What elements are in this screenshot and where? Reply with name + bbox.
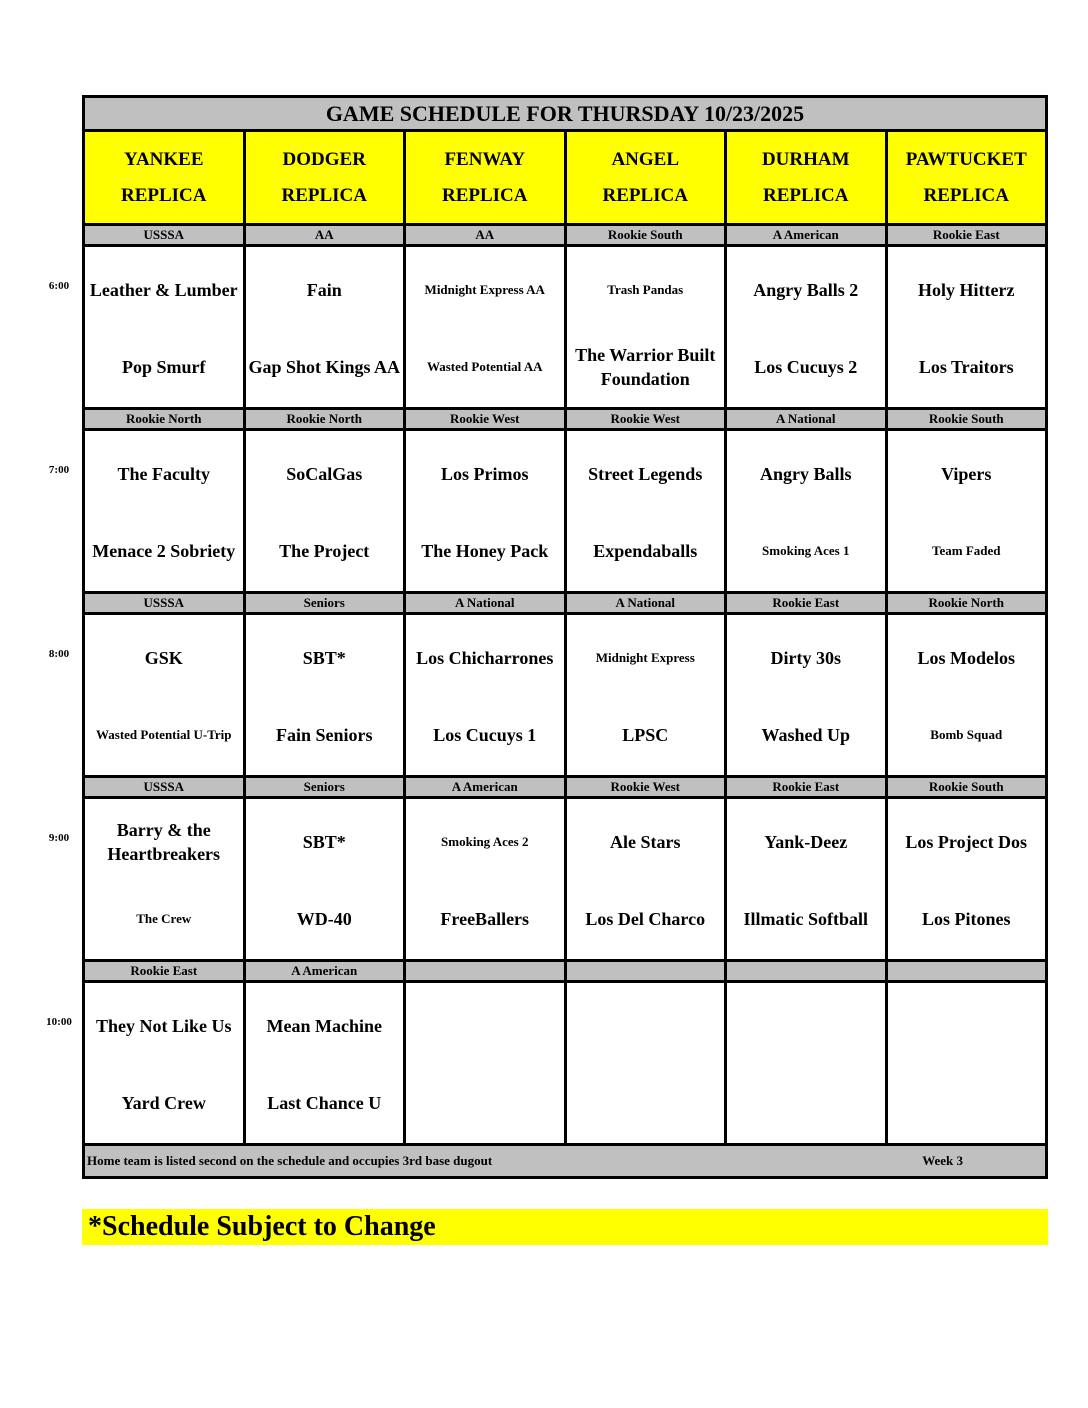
away-team bbox=[888, 983, 1046, 1063]
division-label bbox=[405, 961, 566, 982]
time-label: 10:00 bbox=[46, 1016, 72, 1028]
away-team bbox=[406, 983, 564, 1063]
game-cell bbox=[84, 614, 245, 777]
division-label: Rookie South bbox=[565, 225, 726, 246]
away-team: Midnight Express bbox=[595, 650, 695, 665]
schedule-container bbox=[82, 95, 1048, 1179]
home-team bbox=[406, 1063, 564, 1143]
away-team: GSK bbox=[144, 648, 183, 668]
away-team: SoCalGas bbox=[286, 464, 363, 484]
home-team: WD-40 bbox=[296, 909, 352, 929]
field-subtitle: REPLICA bbox=[762, 184, 849, 206]
game-row bbox=[84, 246, 1047, 409]
home-team: Last Chance U bbox=[267, 1093, 382, 1113]
game-cell bbox=[244, 798, 405, 961]
game-cell bbox=[405, 982, 566, 1145]
game-cell bbox=[565, 798, 726, 961]
home-team-note: Home team is listed second on the schedule and occupies 3rd base dugout bbox=[87, 1153, 493, 1168]
home-team: The Honey Pack bbox=[421, 541, 549, 561]
field-name: PAWTUCKET bbox=[905, 148, 1027, 170]
division-label bbox=[886, 961, 1047, 982]
division-label: Rookie North bbox=[886, 593, 1047, 614]
home-team: Expendaballs bbox=[593, 541, 698, 561]
away-team: Angry Balls 2 bbox=[753, 280, 859, 300]
time-label: 9:00 bbox=[48, 832, 70, 844]
game-row bbox=[84, 798, 1047, 961]
away-team: Dirty 30s bbox=[770, 648, 841, 668]
division-label: Seniors bbox=[244, 593, 405, 614]
footer-bar bbox=[84, 1145, 1047, 1178]
home-team: Wasted Potential U-Trip bbox=[95, 727, 232, 742]
away-team: Barry & the Heartbreakers bbox=[107, 820, 221, 864]
field-header-dodger bbox=[244, 131, 405, 225]
division-label: Rookie North bbox=[84, 409, 245, 430]
schedule-table bbox=[82, 95, 1048, 1179]
game-cell bbox=[565, 614, 726, 777]
field-header-durham bbox=[726, 131, 887, 225]
field-subtitle: REPLICA bbox=[120, 184, 207, 206]
division-label: Seniors bbox=[244, 777, 405, 798]
game-cell bbox=[726, 982, 887, 1145]
game-cell bbox=[726, 798, 887, 961]
field-subtitle: REPLICA bbox=[441, 184, 528, 206]
home-team: Washed Up bbox=[761, 725, 851, 745]
week-label: Week 3 bbox=[922, 1153, 963, 1168]
home-team: The Project bbox=[279, 541, 370, 561]
division-label: Rookie South bbox=[886, 777, 1047, 798]
away-team: Los Project Dos bbox=[905, 832, 1028, 852]
game-cell bbox=[244, 614, 405, 777]
field-header-angel bbox=[565, 131, 726, 225]
division-label: AA bbox=[244, 225, 405, 246]
field-subtitle: REPLICA bbox=[281, 184, 367, 206]
home-team: Illmatic Softball bbox=[743, 909, 868, 929]
division-label: Rookie West bbox=[565, 409, 726, 430]
game-cell bbox=[244, 246, 405, 409]
away-team: Mean Machine bbox=[266, 1016, 382, 1036]
schedule-title: GAME SCHEDULE FOR THURSDAY 10/23/2025 bbox=[84, 97, 1047, 131]
division-label: Rookie South bbox=[886, 409, 1047, 430]
away-team: SBT* bbox=[302, 832, 346, 852]
home-team: Wasted Potential AA bbox=[426, 359, 543, 374]
away-team: Los Modelos bbox=[917, 648, 1015, 668]
field-name: DODGER bbox=[282, 148, 366, 170]
field-name: FENWAY bbox=[444, 148, 526, 170]
home-team: Los Pitones bbox=[921, 909, 1011, 929]
division-label: USSSA bbox=[84, 593, 245, 614]
game-cell bbox=[886, 982, 1047, 1145]
away-team bbox=[567, 983, 725, 1063]
home-team: Menace 2 Sobriety bbox=[92, 541, 236, 561]
field-subtitle: REPLICA bbox=[923, 184, 1009, 206]
game-cell bbox=[726, 430, 887, 593]
division-label: Rookie East bbox=[726, 593, 887, 614]
game-cell bbox=[726, 614, 887, 777]
division-label: A American bbox=[726, 225, 887, 246]
home-team: LPSC bbox=[622, 725, 669, 745]
game-cell bbox=[565, 246, 726, 409]
game-cell bbox=[886, 246, 1047, 409]
game-cell bbox=[726, 246, 887, 409]
home-team: Gap Shot Kings AA bbox=[248, 357, 401, 377]
field-name: YANKEE bbox=[123, 148, 204, 170]
game-cell bbox=[565, 430, 726, 593]
home-team: Smoking Aces 1 bbox=[762, 543, 850, 558]
home-team: Pop Smurf bbox=[121, 357, 206, 377]
division-label: A National bbox=[726, 409, 887, 430]
away-team: Vipers bbox=[941, 464, 992, 484]
away-team: Smoking Aces 2 bbox=[441, 834, 529, 849]
division-label bbox=[726, 961, 887, 982]
game-cell bbox=[84, 798, 245, 961]
home-team: Los Cucuys 1 bbox=[433, 725, 537, 745]
game-cell bbox=[84, 982, 245, 1145]
home-team bbox=[567, 1063, 725, 1143]
division-label: Rookie East bbox=[84, 961, 245, 982]
home-team: Los Traitors bbox=[918, 357, 1014, 377]
home-team: Los Cucuys 2 bbox=[754, 357, 858, 377]
away-team: Los Chicharrones bbox=[416, 648, 554, 668]
game-row bbox=[84, 982, 1047, 1145]
home-team: Los Del Charco bbox=[585, 909, 706, 929]
division-label: A National bbox=[405, 593, 566, 614]
away-team: Angry Balls bbox=[759, 464, 852, 484]
home-team: Fain Seniors bbox=[275, 725, 373, 745]
away-team: Fain bbox=[306, 280, 342, 300]
game-row bbox=[84, 430, 1047, 593]
field-header-fenway bbox=[405, 131, 566, 225]
away-team: Holy Hitterz bbox=[918, 280, 1015, 300]
home-team: Bomb Squad bbox=[930, 727, 1003, 742]
away-team: Leather & Lumber bbox=[89, 280, 238, 300]
game-cell bbox=[244, 982, 405, 1145]
game-cell bbox=[84, 430, 245, 593]
home-team: Yard Crew bbox=[121, 1093, 206, 1113]
time-label: 6:00 bbox=[48, 280, 70, 292]
game-cell bbox=[405, 430, 566, 593]
division-label: USSSA bbox=[84, 225, 245, 246]
away-team: SBT* bbox=[302, 648, 346, 668]
game-cell bbox=[405, 614, 566, 777]
game-cell bbox=[84, 246, 245, 409]
home-team: The Warrior Built Foundation bbox=[575, 345, 716, 389]
field-name: ANGEL bbox=[611, 148, 680, 170]
game-row bbox=[84, 614, 1047, 777]
away-team: Yank-Deez bbox=[764, 832, 848, 852]
division-label: A National bbox=[565, 593, 726, 614]
division-label: Rookie East bbox=[726, 777, 887, 798]
schedule-disclaimer: *Schedule Subject to Change bbox=[82, 1209, 1048, 1245]
away-team: Midnight Express AA bbox=[424, 282, 545, 297]
game-cell bbox=[886, 614, 1047, 777]
division-label: AA bbox=[405, 225, 566, 246]
game-cell bbox=[244, 430, 405, 593]
away-team: They Not Like Us bbox=[95, 1016, 232, 1036]
home-team: FreeBallers bbox=[440, 909, 530, 929]
game-cell bbox=[886, 798, 1047, 961]
time-label: 8:00 bbox=[48, 648, 70, 660]
home-team: Team Faded bbox=[932, 543, 1001, 558]
division-label: A American bbox=[405, 777, 566, 798]
field-name: DURHAM bbox=[761, 148, 850, 170]
field-subtitle: REPLICA bbox=[602, 184, 688, 206]
game-cell bbox=[886, 430, 1047, 593]
division-label bbox=[565, 961, 726, 982]
game-cell bbox=[405, 798, 566, 961]
home-team: The Crew bbox=[136, 911, 192, 926]
division-label: Rookie West bbox=[565, 777, 726, 798]
away-team: The Faculty bbox=[117, 464, 210, 484]
field-header-pawtucket bbox=[886, 131, 1047, 225]
away-team: Ale Stars bbox=[610, 832, 681, 852]
away-team: Street Legends bbox=[588, 464, 703, 484]
away-team bbox=[727, 983, 885, 1063]
game-cell bbox=[405, 246, 566, 409]
time-label: 7:00 bbox=[48, 464, 70, 476]
home-team bbox=[888, 1063, 1046, 1143]
away-team: Trash Pandas bbox=[607, 282, 684, 297]
division-label: USSSA bbox=[84, 777, 245, 798]
field-header-yankee bbox=[84, 131, 245, 225]
division-label: Rookie East bbox=[886, 225, 1047, 246]
division-label: Rookie North bbox=[244, 409, 405, 430]
home-team bbox=[727, 1063, 885, 1143]
division-label: A American bbox=[244, 961, 405, 982]
away-team: Los Primos bbox=[441, 464, 529, 484]
division-label: Rookie West bbox=[405, 409, 566, 430]
game-cell bbox=[565, 982, 726, 1145]
